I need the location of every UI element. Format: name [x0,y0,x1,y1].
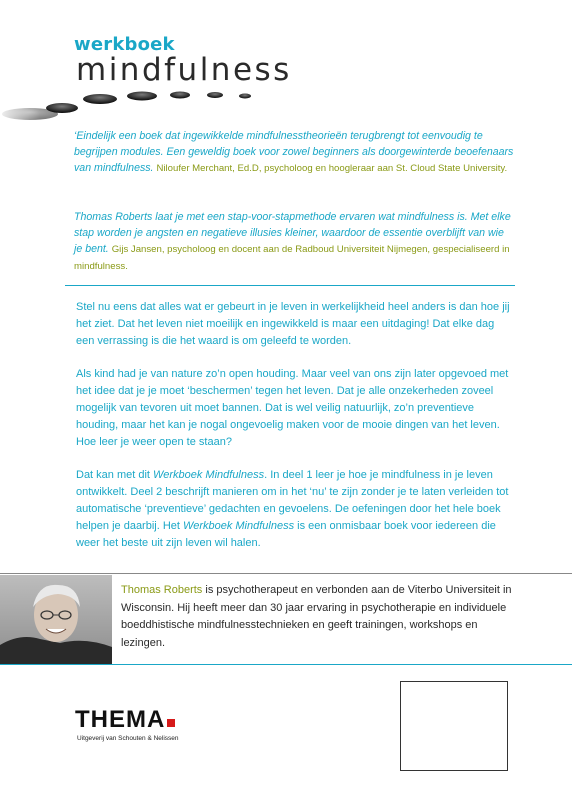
author-bio [121,582,516,652]
barcode-box [400,681,508,771]
logo-dot [167,719,175,727]
title-mindfulness: mindfulness [76,52,292,88]
quote-1-attribution: Niloufer Merchant, Ed.D, psycholoog en hoogleraar aan St. Cloud State University. [156,163,508,174]
author-name: Thomas Roberts [121,584,203,596]
publisher-subline: Uitgeverij van Schouten & Nelissen [77,735,179,742]
publisher-logo: THEMA [75,706,175,734]
divider-author-bottom [0,664,572,665]
title-werkboek: werkboek [74,34,175,55]
quote-1 [74,128,514,177]
author-bio-text: is psychotherapeut en verbonden aan de Viterbo Universiteit in Wisconsin. Hij heeft meer dan 30 jaar ervaring in psychotherapie en individuele boeddhistische mindfulnesstechnieken en geeft trainingen, workshops en lezingen. [121,584,512,649]
stones-illustration [0,82,260,127]
author-photo [0,575,112,664]
quote-2-text: Thomas Roberts laat je met een stap-voor-stapmethode ervaren wat mindfulness is. Met elke stap worden je angsten en negatieve illusies kleiner, waardoor de essentie overblijft van wie je bent. [74,211,511,255]
body-paragraph-2: Als kind had je van nature zo’n open houding. Maar veel van ons zijn later opgevoed met het idee dat je je moet ‘beschermen’ tegen het leven. Dat je alle onzekerheden zoveel mogelijk van tevoren uit moet bannen. Dat is wel veilig natuurlijk, zo’n preventieve houding, maar het kan je nogal ongevoelig maken voor de mooie dingen van het leven. Hoe leer je weer open te staan? [76,368,509,448]
divider-author-top [0,573,572,574]
quote-2 [74,209,514,275]
divider-top [65,285,515,286]
body-paragraph-1: Stel nu eens dat alles wat er gebeurt in je leven in werkelijkheid heel anders is dan hoe jij het ziet. Dat het leven niet moeilijk en ingewikkeld is maar een uitdaging! Dat elke dag een verrassing is die het waard is om geleefd te worden. [76,301,510,347]
body-text [76,299,514,568]
quote-1-text: ‘Eindelijk een boek dat ingewikkelde mindfulnesstheorieën terugbrengt tot eenvoudig te begrijpen modules. Een geweldig boek voor zowel beginners als doorgewinterde beoefenaars van mindfulness. [74,130,514,174]
body-paragraph-3: Dat kan met dit Werkboek Mindfulness. In deel 1 leer je hoe je mindfulness in je leven ontwikkelt. Deel 2 beschrijft manieren om in het ‘nu’ te zijn zonder je te laten verleiden tot automatische ‘preventieve’ gedachten en gevoelens. De oefeningen door het hele boek helpen je daarbij. Het Werkboek Mindfulness is een onmisbaar boek voor iedereen die weer het beste uit zijn leven wil halen. [76,469,509,549]
quote-2-attribution: Gijs Jansen, psycholoog en docent aan de Radboud Universiteit Nijmegen, gespecialiseerd in mindfulness. [74,244,510,272]
